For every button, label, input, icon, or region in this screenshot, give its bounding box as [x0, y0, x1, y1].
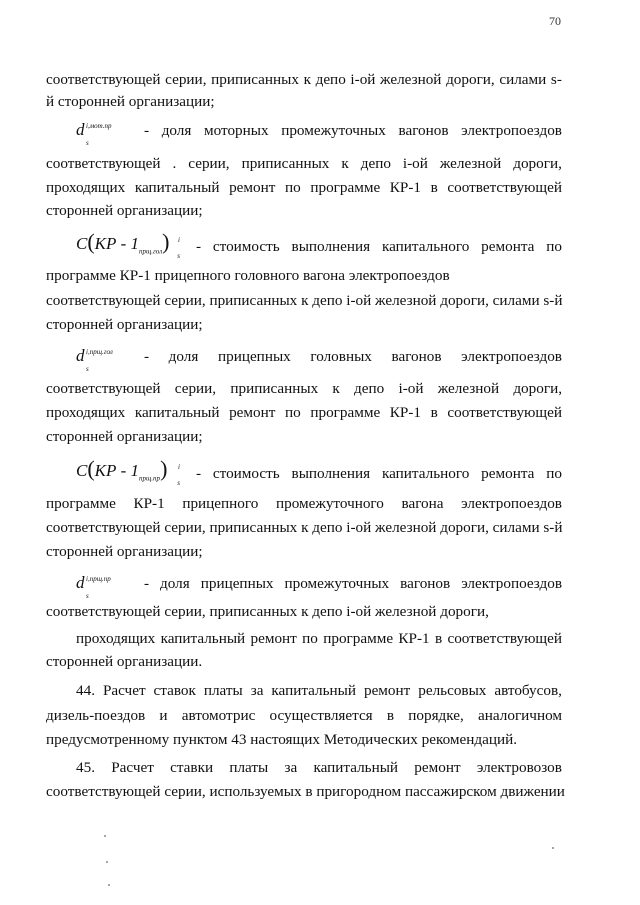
word: серии, [174, 380, 217, 397]
word: промежуточного [275, 495, 384, 512]
word: - [144, 347, 150, 365]
word: - [144, 121, 150, 139]
word: платы [229, 759, 269, 776]
word: и [159, 707, 168, 724]
word: к [341, 155, 349, 172]
formula-line [76, 120, 562, 147]
word: соответствующей [46, 71, 161, 88]
text-line [186, 464, 562, 484]
word: прицепных [217, 347, 291, 365]
word: 44. [76, 682, 95, 699]
text-line [46, 70, 562, 90]
word: стоимость [212, 237, 280, 255]
word: прицепного [182, 495, 259, 512]
word: ремонт [229, 404, 276, 421]
word: депо [354, 380, 385, 397]
word: дороги, [446, 71, 495, 88]
text-line: сторонней организации. [46, 653, 203, 670]
word: депо [360, 155, 391, 172]
text-line: соответствующей серии, используемых в пригородном пассажирском движении [46, 783, 565, 800]
word: моторных [204, 121, 269, 139]
word: по [546, 237, 562, 255]
word: КР-1 [389, 179, 422, 196]
word: железной [380, 71, 442, 88]
scan-speck [106, 861, 108, 863]
scan-speck [108, 884, 110, 886]
word: рельсовых [418, 682, 487, 699]
word: за [284, 759, 298, 776]
word: электропоездов [461, 121, 562, 139]
word: программе [310, 404, 381, 421]
word: дороги, [513, 155, 562, 172]
word: к [303, 71, 311, 88]
word: по [302, 630, 318, 647]
word: ремонт [414, 759, 461, 776]
word: за [250, 682, 264, 699]
word: силами [499, 71, 547, 88]
word: автобусов, [494, 682, 562, 699]
word: соответствующей [46, 380, 161, 397]
word: ремонта [481, 464, 535, 482]
word: Расчет [102, 682, 146, 699]
text-line [46, 706, 562, 726]
word: ремонт [229, 179, 276, 196]
word: . [172, 155, 177, 172]
word: по [285, 179, 301, 196]
text-line: й сторонней организации; [46, 93, 215, 110]
word: соответствующей [46, 155, 161, 172]
word: - [196, 464, 202, 482]
word: капитальный [313, 759, 399, 776]
scan-speck [552, 847, 554, 849]
text-line [136, 121, 562, 141]
word: приписанных [230, 380, 319, 397]
word: проходящих [76, 630, 156, 647]
word: прицепных [200, 574, 274, 592]
word: соответствующей [447, 630, 562, 647]
word: промежуточных [284, 574, 390, 592]
word: КР-1 [398, 630, 430, 647]
formula-c-prom: $C(КР - 1_{прщ.пр})$ i s [76, 456, 180, 487]
word: серии, [165, 71, 207, 88]
word: проходящих [46, 179, 126, 196]
word: вагонов [391, 347, 442, 365]
word: капитальный [134, 179, 220, 196]
word: по [546, 464, 562, 482]
paragraph-45 [76, 758, 562, 778]
text-line: соответствующей серии, приписанных к депо i-ой железной дороги, силами s-й [46, 292, 563, 309]
formula-c-golov: $C(КР - 1_{прщ.гол})$ i s [76, 229, 180, 260]
word: аналогичном [478, 707, 562, 724]
word: программе [310, 179, 381, 196]
word: серии, [188, 155, 230, 172]
page-number: 70 [549, 14, 561, 28]
word: к [332, 380, 340, 397]
word: порядке, [408, 707, 464, 724]
word: соответствующей [447, 179, 562, 196]
text-line: программе КР-1 прицепного головного вагона электропоездов [46, 267, 450, 284]
word: в [386, 707, 395, 724]
word: соответствующей [447, 404, 562, 421]
text-line [76, 629, 562, 649]
text-line: сторонней организации; [46, 202, 203, 219]
formula-line [76, 346, 562, 373]
word: доля [160, 574, 190, 592]
word: проходящих [46, 404, 126, 421]
word: доля [168, 347, 199, 365]
word: в [434, 630, 443, 647]
word: ставки [170, 759, 214, 776]
text-line [46, 379, 562, 399]
word: вагонов [400, 574, 451, 592]
text-line [46, 403, 562, 423]
word: программе [46, 495, 116, 512]
text-line: предусмотренному пунктом 43 настоящих Методических рекомендаций. [46, 731, 518, 748]
word: i-ой [350, 71, 376, 88]
word: дизель-поездов [46, 707, 146, 724]
text-line: сторонней организации; [46, 428, 203, 445]
word: - [144, 574, 150, 592]
word: Расчет [111, 759, 154, 776]
word: приписанных [211, 71, 299, 88]
formula-d-prom: d i,прщ.пр s [76, 573, 111, 600]
word: головных [310, 347, 372, 365]
word: КР-1 [389, 404, 422, 421]
word: 45. [76, 759, 95, 776]
formula-d-golov: d i,прщ.гол s [76, 346, 113, 373]
text-line: соответствующей серии, приписанных к депо i-ой железной дороги, [46, 603, 489, 620]
word: выполнения [291, 464, 371, 482]
formula-line [76, 229, 562, 261]
formula-line [76, 456, 562, 488]
word: выполнения [291, 237, 371, 255]
word: ремонта [481, 237, 535, 255]
text-line: соответствующей серии, приписанных к депо i-ой железной дороги, силами s-й [46, 519, 563, 536]
word: осуществляется [269, 707, 373, 724]
word: электропоездов [461, 574, 562, 592]
word: по [285, 404, 301, 421]
word: КР-1 [133, 495, 165, 512]
word: дороги, [513, 380, 562, 397]
text-line: сторонней организации; [46, 543, 203, 560]
word: железной [437, 380, 500, 397]
word: доля [161, 121, 192, 139]
word: электропоездов [461, 347, 562, 365]
word: в [430, 404, 438, 421]
word: платы [203, 682, 243, 699]
word: капитальный [160, 630, 246, 647]
paragraph-44 [76, 681, 562, 701]
scan-speck [104, 835, 106, 837]
word: s- [550, 71, 562, 88]
word: капитального [381, 464, 470, 482]
word: - [196, 237, 202, 255]
word: ставок [153, 682, 196, 699]
word: капитального [381, 237, 470, 255]
word: вагонов [398, 121, 449, 139]
word: i-ой [402, 155, 428, 172]
formula-d-mot: d i,мот.пр s [76, 120, 112, 147]
word: программе [323, 630, 394, 647]
word: в [430, 179, 438, 196]
text-line [46, 154, 562, 174]
text-line [136, 574, 562, 594]
text-line [136, 347, 562, 367]
word: железной [439, 155, 502, 172]
word: вагона [401, 495, 444, 512]
word: i-ой [398, 380, 424, 397]
word: капитальный [271, 682, 357, 699]
text-line [46, 178, 562, 198]
word: приписанных [241, 155, 330, 172]
formula-line [76, 573, 562, 600]
word: капитальный [134, 404, 220, 421]
text-line [186, 237, 562, 257]
word: ремонт [363, 682, 411, 699]
text-line: сторонней организации; [46, 316, 203, 333]
text-line [46, 494, 562, 514]
word: автомотрис [181, 707, 256, 724]
word: промежуточных [281, 121, 386, 139]
word: электропоездов [461, 495, 562, 512]
word: депо [315, 71, 346, 88]
word: электровозов [476, 759, 562, 776]
word: ремонт [250, 630, 297, 647]
word: стоимость [212, 464, 280, 482]
